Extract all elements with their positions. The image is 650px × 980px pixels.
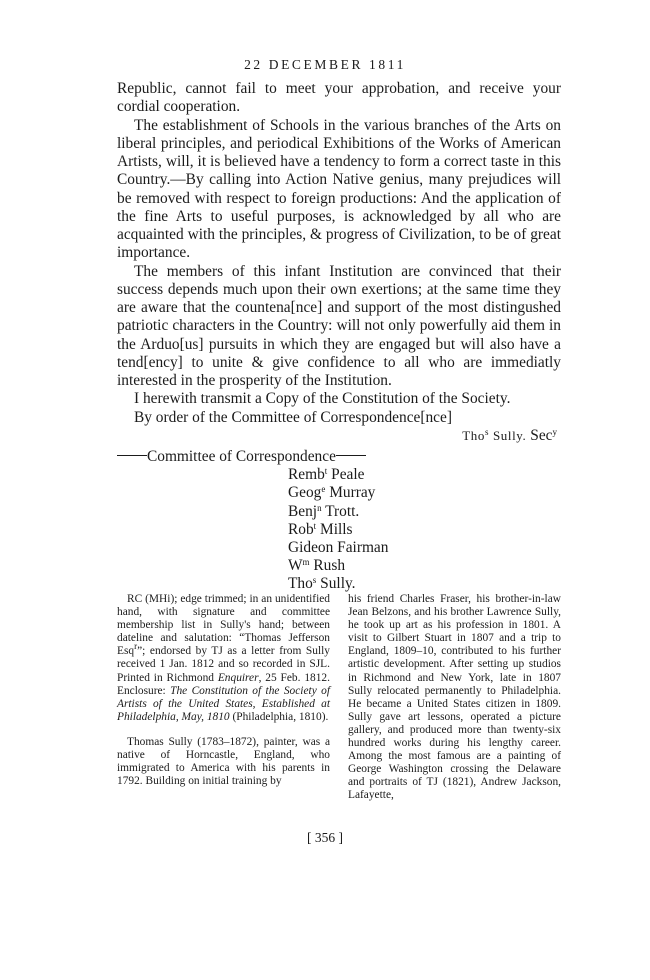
committee-heading: Committee of Correspondence — [117, 448, 561, 466]
letter-body — [117, 80, 561, 594]
committee-member: Tho$^s$ Sully. — [288, 575, 356, 593]
page-number: [ 356 ] — [307, 830, 343, 845]
committee-member: Remb$^t$ Peale — [288, 466, 365, 484]
committee-member: Gideon Fairman — [288, 539, 389, 556]
source-note: RC (MHi); edge trimmed; in an unidentified hand, with signature and committee membership list in Sully's hand; between dateline and salutation: “Thomas Jefferson Esq$^r$”; endorsed by TJ as a letter from Sully received 1 Jan. 1812 and so recorded in SJL. Printed in Richmond Enquirer, 25 Feb. 1812. Enclosure: The Constitution of the Society of Artists of the United States, Established at Philadelphia, May, 1810 (Philadelphia, 1810). — [117, 593, 330, 723]
letter-paragraph: The members of this infant Institution are convinced that their success depends much upon their own exertions; at the same time they are aware that the countena[nce] and support of the most distingushed patriotic characters in the Country: will not only powerfully aid them in the Arduo[us] pursuits in which they are engaged but will also have a tend[ency] to unite & give confidence to all who are immediatly interested in the prosperity of the Institution. — [117, 262, 561, 389]
committee-list — [288, 466, 561, 593]
signature-line: Tho$^s$ Sully. Sec$^y$ — [462, 426, 557, 444]
biographical-note: Thomas Sully (1783–1872), painter, was a native of Horncastle, England, who immigrated to America with his parents in 1792. Building on initial training by — [117, 735, 330, 788]
editorial-notes — [117, 593, 561, 803]
committee-member: Geog$^e$ Murray — [288, 484, 376, 502]
letter-paragraph: By order of the Committee of Correspondence[nce] — [134, 408, 452, 426]
notes-column-right — [348, 593, 561, 803]
biographical-note-continued: his friend Charles Fraser, his brother-in-law Jean Belzons, and his brother Lawrence Sully, he took up art as his profession in 1801. A visit to Gilbert Stuart in 1807 and a trip to England, 1809–10, contributed to his further artistic development. After setting up studios in Richmond and New York, late in 1807 Sully relocated permanently to Philadelphia. He became a United States citizen in 1809. Sully gave art lessons, operated a picture gallery, and produced more than twenty-six hundred works during his lengthy career. Among the most famous are a painting of George Washington crossing the Delaware and portraits of TJ (1821), Andrew Jackson, Lafayette, — [348, 593, 561, 802]
letter-paragraph: I herewith transmit a Copy of the Constitution of the Society. — [134, 390, 511, 408]
rule-right — [336, 455, 366, 456]
committee-member: $W^m$ Rush — [288, 557, 346, 575]
committee-member: Benj$^n$ Trott. — [288, 502, 360, 520]
rule-left — [117, 455, 147, 456]
running-head: 22 DECEMBER 1811 — [244, 57, 406, 72]
notes-column-left — [117, 593, 330, 803]
letter-paragraph: Republic, cannot fail to meet your approbation, and receive your cordial cooperation. — [117, 80, 561, 116]
letter-paragraph: The establishment of Schools in the various branches of the Arts on liberal principles, and periodical Exhibitions of the Works of American Artists, will, it is believed have a tendency to form a correct taste in this Country.—By calling into Action Native genius, many prejudices will be removed with respect to foreign productions: And the application of the fine Arts to useful purposes, is acknowledged by all who are acquainted with the principles, & progress of Civilization, to be of great importance. — [117, 116, 561, 262]
committee-member: Rob$^t$ Mills — [288, 520, 353, 538]
